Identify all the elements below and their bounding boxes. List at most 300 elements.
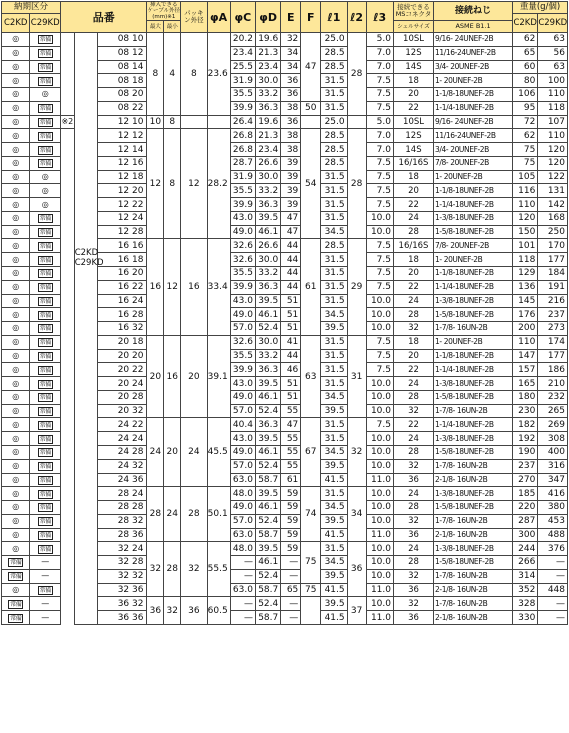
cable-min-cell: 20 bbox=[164, 418, 181, 487]
delivery-c2kd-cell: ◎ bbox=[2, 198, 30, 212]
l1-cell: 31.5 bbox=[321, 335, 347, 349]
F-cell bbox=[301, 115, 321, 129]
product-no-cell: 16 16 bbox=[97, 239, 147, 253]
stock-badge: 常備 bbox=[39, 545, 51, 553]
phiD-cell: 21.3 bbox=[255, 46, 280, 60]
thread-cell: 1-7/8- 16UN-2B bbox=[434, 322, 513, 336]
weight-c2kd-cell: 330 bbox=[513, 611, 538, 625]
l2-cell: 31 bbox=[347, 335, 366, 418]
shell-size-cell: 10SL bbox=[393, 33, 433, 47]
phiC-cell: 39.9 bbox=[230, 101, 255, 115]
delivery-c29kd-cell bbox=[30, 280, 61, 294]
thread-cell: 1- 20UNEF-2B bbox=[434, 170, 513, 184]
weight-c2kd-cell: 165 bbox=[513, 377, 538, 391]
cable-max-cell: 28 bbox=[147, 487, 164, 542]
l3-cell: 7.5 bbox=[366, 239, 393, 253]
E-cell: 47 bbox=[281, 211, 301, 225]
stock-badge: 常備 bbox=[39, 77, 51, 85]
E-cell: 36 bbox=[281, 88, 301, 102]
delivery-c2kd-cell: ◎ bbox=[2, 390, 30, 404]
weight-c2kd-cell: 176 bbox=[513, 308, 538, 322]
packing-cell: 12 bbox=[181, 129, 207, 239]
delivery-c29kd-header: C29KD bbox=[30, 14, 61, 33]
stock-badge: 常備 bbox=[39, 504, 51, 512]
stock-badge: 常備 bbox=[39, 408, 51, 416]
phiD-cell: 30.0 bbox=[255, 253, 280, 267]
thread-cell: 1-1/4-18UNEF-2B bbox=[434, 418, 513, 432]
packing-cell: 24 bbox=[181, 418, 207, 487]
delivery-c29kd-cell bbox=[30, 239, 61, 253]
l3-cell: 10.0 bbox=[366, 404, 393, 418]
weight-c2kd-cell: 95 bbox=[513, 101, 538, 115]
l3-cell: 10.0 bbox=[366, 322, 393, 336]
delivery-c29kd-cell bbox=[30, 404, 61, 418]
thread-cell: 1-1/8-18UNEF-2B bbox=[434, 267, 513, 281]
phiC-cell: 31.9 bbox=[230, 74, 255, 88]
E-cell: 51 bbox=[281, 308, 301, 322]
delivery-c2kd-cell: ◎ bbox=[2, 432, 30, 446]
phiD-cell: 52.4 bbox=[255, 322, 280, 336]
weight-c29kd-cell: — bbox=[538, 611, 568, 625]
l1-cell: 39.5 bbox=[321, 459, 347, 473]
delivery-c2kd-cell: ◎ bbox=[2, 170, 30, 184]
weight-c2kd-cell: 65 bbox=[513, 46, 538, 60]
stock-badge: 常備 bbox=[39, 587, 51, 594]
E-cell: 59 bbox=[281, 487, 301, 501]
l3-cell: 5.0 bbox=[366, 115, 393, 129]
delivery-c2kd-cell: ◎ bbox=[2, 322, 30, 336]
packing-header: パッキン外径 bbox=[181, 2, 207, 33]
product-no-cell: 16 22 bbox=[97, 280, 147, 294]
E-cell: 39 bbox=[281, 170, 301, 184]
delivery-c29kd-cell bbox=[30, 501, 61, 515]
thread-cell: 1-5/8-18UNEF-2B bbox=[434, 308, 513, 322]
stock-badge: 常備 bbox=[39, 284, 51, 292]
weight-c29kd-cell: 120 bbox=[538, 156, 568, 170]
E-cell: 34 bbox=[281, 46, 301, 60]
product-no-cell: 08 10 bbox=[97, 33, 147, 47]
delivery-c2kd-cell: ◎ bbox=[2, 267, 30, 281]
delivery-c2kd-cell: ◎ bbox=[2, 184, 30, 198]
product-no-cell: 12 14 bbox=[97, 143, 147, 157]
weight-c2kd-header: C2KD bbox=[513, 14, 538, 33]
weight-c29kd-cell: 131 bbox=[538, 184, 568, 198]
delivery-c2kd-cell bbox=[2, 597, 30, 611]
delivery-c2kd-cell: ◎ bbox=[2, 473, 30, 487]
E-cell: 59 bbox=[281, 514, 301, 528]
l1-header: ℓ1 bbox=[321, 2, 347, 33]
delivery-c2kd-cell: ◎ bbox=[2, 74, 30, 88]
thread-cell: 2-1/8- 16UN-2B bbox=[434, 473, 513, 487]
stock-badge: 常備 bbox=[39, 297, 51, 305]
l3-cell: 7.0 bbox=[366, 143, 393, 157]
thread-cell: 1- 20UNEF-2B bbox=[434, 74, 513, 88]
phiC-cell: 49.0 bbox=[230, 445, 255, 459]
E-cell: — bbox=[281, 597, 301, 611]
product-no-cell: 12 10 bbox=[97, 115, 147, 129]
l1-cell: 31.5 bbox=[321, 74, 347, 88]
stock-badge: 常備 bbox=[39, 366, 51, 374]
phiC-cell: — bbox=[230, 611, 255, 625]
shell-size-cell: 24 bbox=[393, 211, 433, 225]
ms-header: 接続できるMSコネクタ bbox=[393, 2, 433, 21]
l3-cell: 7.5 bbox=[366, 349, 393, 363]
l3-cell: 10.0 bbox=[366, 377, 393, 391]
E-cell: 51 bbox=[281, 377, 301, 391]
thread-cell: 11/16-24UNEF-2B bbox=[434, 46, 513, 60]
weight-c2kd-cell: 60 bbox=[513, 60, 538, 74]
weight-c29kd-cell: 177 bbox=[538, 349, 568, 363]
delivery-c29kd-cell bbox=[30, 583, 61, 597]
cable-max-cell: 8 bbox=[147, 33, 164, 116]
shell-size-cell: 22 bbox=[393, 101, 433, 115]
E-cell: 39 bbox=[281, 198, 301, 212]
stock-badge: 常備 bbox=[39, 325, 51, 333]
shell-size-cell: 28 bbox=[393, 556, 433, 570]
l3-cell: 10.0 bbox=[366, 308, 393, 322]
shell-size-cell: 32 bbox=[393, 322, 433, 336]
delivery-c2kd-cell: ◎ bbox=[2, 418, 30, 432]
phiC-cell: 43.0 bbox=[230, 432, 255, 446]
series-cell bbox=[74, 33, 104, 625]
phiD-cell: 33.2 bbox=[255, 184, 280, 198]
delivery-c2kd-cell: ◎ bbox=[2, 156, 30, 170]
stock-badge: 常備 bbox=[39, 242, 51, 250]
l2-cell: 32 bbox=[347, 418, 366, 487]
phiC-cell: 31.9 bbox=[230, 170, 255, 184]
shell-size-cell: 24 bbox=[393, 377, 433, 391]
thread-cell: 1- 20UNEF-2B bbox=[434, 335, 513, 349]
l1-cell: 31.5 bbox=[321, 184, 347, 198]
shell-size-cell: 32 bbox=[393, 459, 433, 473]
delivery-c2kd-cell: ◎ bbox=[2, 225, 30, 239]
shell-size-cell: 22 bbox=[393, 418, 433, 432]
shell-size-cell: 22 bbox=[393, 198, 433, 212]
stock-badge: 常備 bbox=[39, 463, 51, 471]
phiD-cell: 58.7 bbox=[255, 473, 280, 487]
weight-c29kd-cell: 448 bbox=[538, 583, 568, 597]
l2-cell: 28 bbox=[347, 129, 366, 239]
stock-badge: 常備 bbox=[39, 394, 51, 402]
thread-cell: 1-5/8-18UNEF-2B bbox=[434, 556, 513, 570]
E-cell: 32 bbox=[281, 33, 301, 47]
stock-badge: 常備 bbox=[39, 256, 51, 264]
phiD-cell: 33.2 bbox=[255, 88, 280, 102]
phiD-cell: 19.6 bbox=[255, 115, 280, 129]
phiC-cell: 49.0 bbox=[230, 308, 255, 322]
l1-cell: 28.5 bbox=[321, 60, 347, 74]
shell-size-cell: 32 bbox=[393, 569, 433, 583]
shell-size-cell: 36 bbox=[393, 583, 433, 597]
cable-min-cell: 16 bbox=[164, 335, 181, 418]
thread-header: 接続ねじ bbox=[434, 2, 513, 21]
delivery-c29kd-cell bbox=[30, 542, 61, 556]
l1-cell: 31.5 bbox=[321, 542, 347, 556]
E-cell: — bbox=[281, 569, 301, 583]
product-no-cell: 36 36 bbox=[97, 611, 147, 625]
product-no-cell: 12 20 bbox=[97, 184, 147, 198]
stock-badge: 常備 bbox=[39, 435, 51, 443]
shell-size-cell: 20 bbox=[393, 349, 433, 363]
shell-size-cell: 20 bbox=[393, 184, 433, 198]
thread-cell: 1-1/8-18UNEF-2B bbox=[434, 349, 513, 363]
delivery-c29kd-cell bbox=[30, 60, 61, 74]
phiA-cell: 33.4 bbox=[207, 239, 230, 335]
product-no-cell: 16 18 bbox=[97, 253, 147, 267]
shell-size-cell: 32 bbox=[393, 404, 433, 418]
product-no-cell: 28 28 bbox=[97, 501, 147, 515]
shell-size-cell: 20 bbox=[393, 267, 433, 281]
delivery-c29kd-cell: ◎ bbox=[30, 88, 61, 102]
shell-size-cell: 22 bbox=[393, 280, 433, 294]
weight-c29kd-header: C29KD bbox=[538, 14, 568, 33]
weight-c29kd-cell: 100 bbox=[538, 74, 568, 88]
cable-min-cell: 8 bbox=[164, 115, 181, 129]
shell-size-cell: 16/16S bbox=[393, 239, 433, 253]
thread-cell: 2-1/8- 16UN-2B bbox=[434, 611, 513, 625]
thread-cell: 1-7/8- 16UN-2B bbox=[434, 597, 513, 611]
product-no-cell: 28 36 bbox=[97, 528, 147, 542]
phiD-cell: 30.0 bbox=[255, 335, 280, 349]
weight-c29kd-cell: 168 bbox=[538, 211, 568, 225]
weight-header: 重量(g/個) bbox=[513, 2, 568, 14]
weight-c2kd-cell: 352 bbox=[513, 583, 538, 597]
l3-cell: 10.0 bbox=[366, 211, 393, 225]
weight-c29kd-cell: 56 bbox=[538, 46, 568, 60]
l1-cell: 34.5 bbox=[321, 501, 347, 515]
phiC-cell: 32.6 bbox=[230, 253, 255, 267]
shell-size-cell: 14S bbox=[393, 60, 433, 74]
phiC-cell: 43.0 bbox=[230, 377, 255, 391]
weight-c29kd-cell: 265 bbox=[538, 404, 568, 418]
weight-c29kd-cell: 453 bbox=[538, 514, 568, 528]
stock-badge: 常備 bbox=[39, 105, 51, 113]
shell-size-cell: 18 bbox=[393, 170, 433, 184]
E-cell: 65 bbox=[281, 583, 301, 597]
phiD-cell: 52.4 bbox=[255, 404, 280, 418]
weight-c2kd-cell: 266 bbox=[513, 556, 538, 570]
stock-badge: 常備 bbox=[39, 352, 51, 360]
weight-c29kd-cell: 488 bbox=[538, 528, 568, 542]
delivery-c29kd-cell bbox=[30, 487, 61, 501]
phiD-cell: 36.3 bbox=[255, 101, 280, 115]
delivery-c29kd-cell bbox=[30, 101, 61, 115]
phiC-cell: 26.4 bbox=[230, 115, 255, 129]
thread-cell: 1-3/8-18UNEF-2B bbox=[434, 294, 513, 308]
shell-size-cell: 22 bbox=[393, 363, 433, 377]
product-no-cell: 12 22 bbox=[97, 198, 147, 212]
shell-size-cell: 28 bbox=[393, 225, 433, 239]
product-no-cell: 32 32 bbox=[97, 569, 147, 583]
delivery-c2kd-cell: ◎ bbox=[2, 445, 30, 459]
weight-c29kd-cell: 376 bbox=[538, 542, 568, 556]
l3-cell: 10.0 bbox=[366, 514, 393, 528]
cable-min-cell: 8 bbox=[164, 129, 181, 239]
product-no-cell: 20 20 bbox=[97, 349, 147, 363]
cable-min-cell: 12 bbox=[164, 239, 181, 335]
delivery-c29kd-cell: ◎ bbox=[30, 184, 61, 198]
phiD-cell: 36.3 bbox=[255, 198, 280, 212]
thread-cell: 1-5/8-18UNEF-2B bbox=[434, 225, 513, 239]
phiC-cell: 39.9 bbox=[230, 363, 255, 377]
delivery-c29kd-cell bbox=[30, 253, 61, 267]
thread-cell: 2-1/8- 16UN-2B bbox=[434, 528, 513, 542]
phiD-cell: 39.5 bbox=[255, 542, 280, 556]
weight-c29kd-cell: 107 bbox=[538, 115, 568, 129]
weight-c2kd-cell: 110 bbox=[513, 198, 538, 212]
l1-cell: 34.5 bbox=[321, 225, 347, 239]
delivery-c29kd-cell bbox=[30, 294, 61, 308]
shell-size-cell: 12S bbox=[393, 46, 433, 60]
l1-cell: 31.5 bbox=[321, 88, 347, 102]
shell-size-cell: 24 bbox=[393, 294, 433, 308]
l1-cell: 31.5 bbox=[321, 267, 347, 281]
weight-c29kd-cell: 216 bbox=[538, 294, 568, 308]
cable-min-cell: 4 bbox=[164, 33, 181, 116]
product-no-cell: 20 32 bbox=[97, 404, 147, 418]
note-star-cell: ※2 bbox=[61, 115, 75, 129]
weight-c2kd-cell: 270 bbox=[513, 473, 538, 487]
phiA-header: φA bbox=[207, 2, 230, 33]
E-cell: 38 bbox=[281, 101, 301, 115]
weight-c2kd-cell: 136 bbox=[513, 280, 538, 294]
delivery-c29kd-cell: ◎ bbox=[30, 170, 61, 184]
phiC-cell: 57.0 bbox=[230, 459, 255, 473]
phiC-cell: 25.5 bbox=[230, 60, 255, 74]
shell-size-cell: 24 bbox=[393, 487, 433, 501]
product-no-cell: 24 28 bbox=[97, 445, 147, 459]
thread-cell: 1-1/8-18UNEF-2B bbox=[434, 184, 513, 198]
weight-c2kd-cell: 328 bbox=[513, 597, 538, 611]
shell-size-cell: 36 bbox=[393, 611, 433, 625]
delivery-c29kd-cell bbox=[30, 473, 61, 487]
delivery-c29kd-cell bbox=[30, 308, 61, 322]
phiC-cell: 23.4 bbox=[230, 46, 255, 60]
weight-c2kd-cell: 101 bbox=[513, 239, 538, 253]
stock-badge: 常備 bbox=[39, 146, 51, 154]
delivery-c29kd-cell bbox=[30, 432, 61, 446]
weight-c29kd-cell: — bbox=[538, 597, 568, 611]
cable-od-header: 挿入できるケーブル外径(mm)※1 bbox=[147, 2, 181, 20]
packing-cell: 20 bbox=[181, 335, 207, 418]
E-cell: 55 bbox=[281, 459, 301, 473]
l1-cell: 41.5 bbox=[321, 473, 347, 487]
weight-c29kd-cell: — bbox=[538, 556, 568, 570]
delivery-c29kd-cell bbox=[30, 390, 61, 404]
thread-cell: 1-1/4-18UNEF-2B bbox=[434, 363, 513, 377]
weight-c29kd-cell: 122 bbox=[538, 170, 568, 184]
l1-cell: 34.5 bbox=[321, 308, 347, 322]
l3-cell: 11.0 bbox=[366, 611, 393, 625]
thread-cell: 1-5/8-18UNEF-2B bbox=[434, 390, 513, 404]
thread-cell: 3/4- 20UNEF-2B bbox=[434, 143, 513, 157]
delivery-c2kd-cell: ◎ bbox=[2, 253, 30, 267]
delivery-c29kd-cell bbox=[30, 528, 61, 542]
shell-size-cell: 18 bbox=[393, 74, 433, 88]
stock-badge: 常備 bbox=[10, 573, 22, 581]
phiD-cell: 21.3 bbox=[255, 129, 280, 143]
weight-c2kd-cell: 75 bbox=[513, 156, 538, 170]
l1-cell: 31.5 bbox=[321, 432, 347, 446]
l1-cell: 41.5 bbox=[321, 583, 347, 597]
product-no-cell: 28 24 bbox=[97, 487, 147, 501]
l3-cell: 10.0 bbox=[366, 487, 393, 501]
stock-badge: 常備 bbox=[39, 132, 51, 140]
product-no-header: 品番 bbox=[61, 2, 147, 33]
phiD-cell: 39.5 bbox=[255, 377, 280, 391]
table-row bbox=[2, 33, 568, 47]
F-cell: 75 bbox=[301, 542, 321, 583]
cable-min-header: 最小 bbox=[164, 21, 181, 33]
phiC-cell: — bbox=[230, 569, 255, 583]
delivery-c29kd-cell bbox=[30, 225, 61, 239]
E-cell: — bbox=[281, 611, 301, 625]
packing-cell: 16 bbox=[181, 239, 207, 335]
thread-cell: 1-3/8-18UNEF-2B bbox=[434, 211, 513, 225]
l1-cell: 39.5 bbox=[321, 514, 347, 528]
phiC-cell: 48.0 bbox=[230, 542, 255, 556]
weight-c2kd-cell: 147 bbox=[513, 349, 538, 363]
weight-c2kd-cell: 72 bbox=[513, 115, 538, 129]
weight-c2kd-cell: 287 bbox=[513, 514, 538, 528]
delivery-c2kd-cell: ◎ bbox=[2, 308, 30, 322]
phiA-cell: 50.1 bbox=[207, 487, 230, 542]
packing-cell: 8 bbox=[181, 33, 207, 116]
F-cell: 50 bbox=[301, 101, 321, 115]
weight-c2kd-cell: 182 bbox=[513, 418, 538, 432]
l1-cell: 31.5 bbox=[321, 418, 347, 432]
phiC-header: φC bbox=[230, 2, 255, 33]
thread-cell: 2-1/8- 16UN-2B bbox=[434, 583, 513, 597]
l1-cell: 31.5 bbox=[321, 349, 347, 363]
shell-size-cell: 16/16S bbox=[393, 156, 433, 170]
phiA-cell: 23.6 bbox=[207, 33, 230, 116]
phiC-cell: 35.5 bbox=[230, 267, 255, 281]
weight-c2kd-cell: 244 bbox=[513, 542, 538, 556]
delivery-c29kd-cell bbox=[30, 33, 61, 47]
E-cell: 51 bbox=[281, 322, 301, 336]
delivery-c29kd-cell bbox=[30, 211, 61, 225]
thread-cell: 1-1/4-18UNEF-2B bbox=[434, 280, 513, 294]
l1-cell: 28.5 bbox=[321, 239, 347, 253]
l3-cell: 11.0 bbox=[366, 583, 393, 597]
l2-cell bbox=[347, 115, 366, 129]
thread-cell: 1-7/8- 16UN-2B bbox=[434, 569, 513, 583]
phiC-cell: 39.9 bbox=[230, 280, 255, 294]
E-cell: 44 bbox=[281, 280, 301, 294]
phiD-cell: 58.7 bbox=[255, 611, 280, 625]
weight-c29kd-cell: 63 bbox=[538, 60, 568, 74]
l1-cell: 31.5 bbox=[321, 363, 347, 377]
shell-size-cell: 20 bbox=[393, 88, 433, 102]
l3-cell: 10.0 bbox=[366, 459, 393, 473]
l3-header: ℓ3 bbox=[366, 2, 393, 33]
l3-cell: 7.5 bbox=[366, 363, 393, 377]
product-no-cell: 24 32 bbox=[97, 459, 147, 473]
phiC-cell: 35.5 bbox=[230, 184, 255, 198]
product-no-cell: 28 32 bbox=[97, 514, 147, 528]
l3-cell: 7.5 bbox=[366, 198, 393, 212]
weight-c29kd-cell: 110 bbox=[538, 88, 568, 102]
phiD-cell: 46.1 bbox=[255, 556, 280, 570]
cable-max-cell: 20 bbox=[147, 335, 164, 418]
phiD-cell: 23.4 bbox=[255, 60, 280, 74]
phiA-cell: 45.5 bbox=[207, 418, 230, 487]
l2-cell: 29 bbox=[347, 239, 366, 335]
thread-cell: 7/8- 20UNEF-2B bbox=[434, 239, 513, 253]
weight-c2kd-cell: 230 bbox=[513, 404, 538, 418]
F-cell: 75 bbox=[301, 583, 321, 597]
